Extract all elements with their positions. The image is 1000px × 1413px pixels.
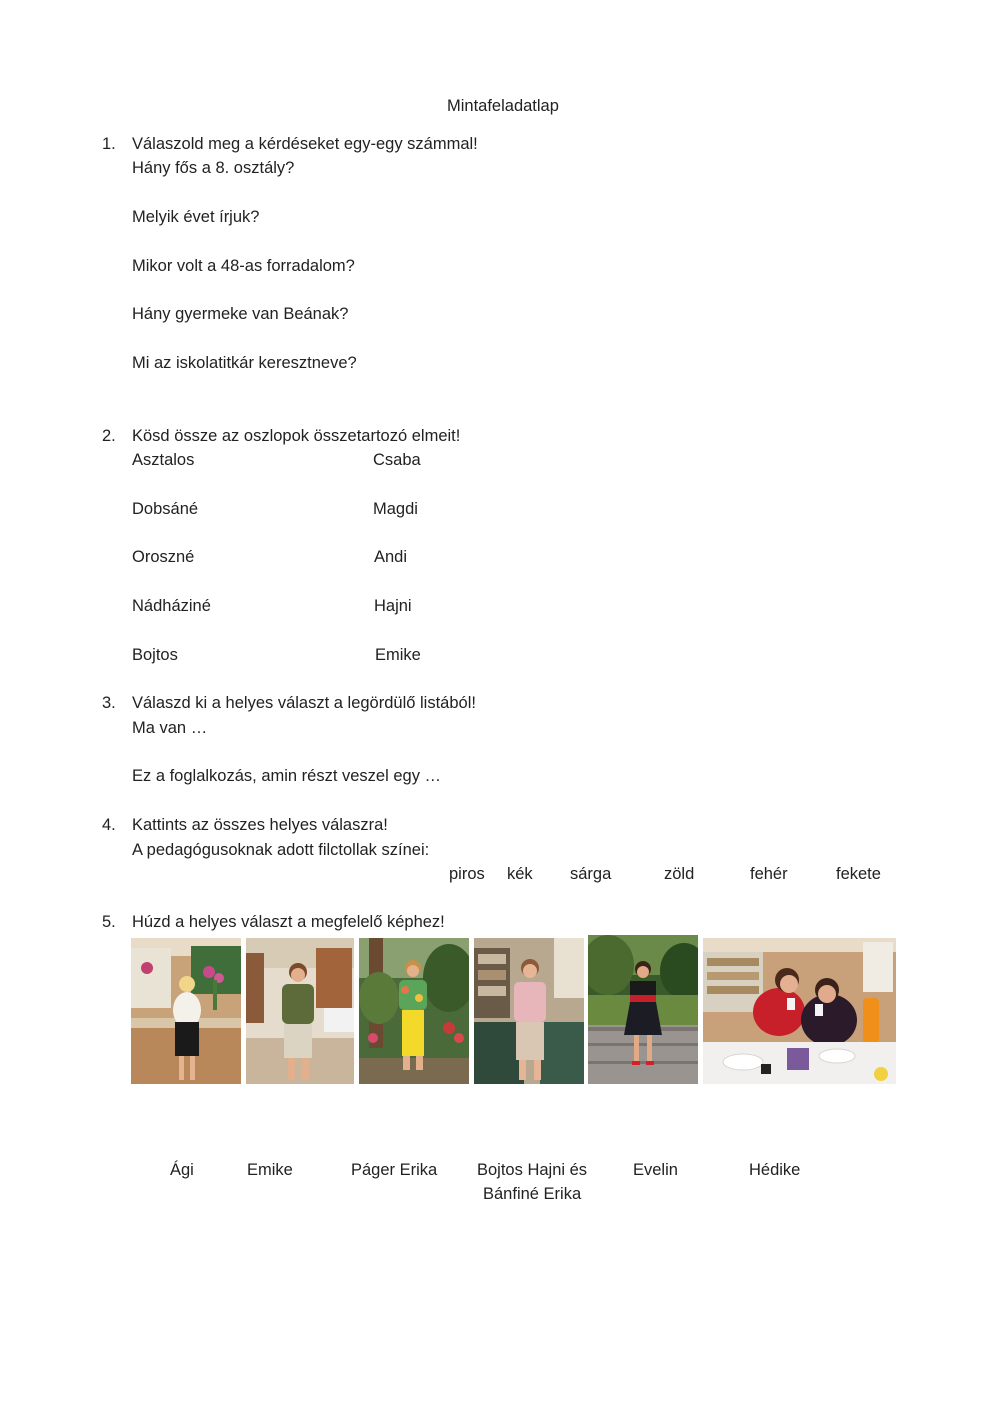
q2-left-item-3[interactable]: Oroszné — [132, 548, 195, 566]
q2-right-item-3[interactable]: Andi — [374, 548, 408, 566]
q4-option-feher[interactable]: fehér — [750, 865, 788, 883]
q5-name-banfine-erika[interactable]: Bánfiné Erika — [483, 1185, 582, 1203]
photo-5-image — [588, 935, 698, 1084]
q1-question-4: Hány gyermeke van Beának? — [132, 305, 349, 323]
photo-6-image — [703, 938, 896, 1084]
photo-4-image — [474, 938, 584, 1084]
photo-2-image — [246, 938, 354, 1084]
q1-question-1: Hány fős a 8. osztály? — [132, 159, 295, 177]
q4-option-zold[interactable]: zöld — [664, 865, 695, 883]
q5-name-bojtos-hajni[interactable]: Bojtos Hajni és — [477, 1161, 588, 1179]
photo-1[interactable] — [131, 938, 241, 1084]
q5-name-evelin[interactable]: Evelin — [633, 1161, 678, 1179]
q4-number: 4. — [102, 816, 116, 834]
photo-3[interactable] — [359, 938, 469, 1084]
q2-left-item-2[interactable]: Dobsáné — [132, 500, 199, 518]
q4-option-fekete[interactable]: fekete — [836, 865, 881, 883]
q3-number: 3. — [102, 694, 116, 712]
q4-option-piros[interactable]: piros — [449, 865, 485, 883]
q2-instruction: Kösd össze az oszlopok összetartozó elmeit! — [132, 427, 461, 445]
page-title: Mintafeladatlap — [447, 97, 559, 115]
q4-option-kek[interactable]: kék — [507, 865, 533, 883]
q1-number: 1. — [102, 135, 116, 153]
q5-name-emike[interactable]: Emike — [247, 1161, 293, 1179]
photo-6[interactable] — [703, 938, 896, 1084]
photo-2[interactable] — [246, 938, 354, 1084]
q2-left-item-5[interactable]: Bojtos — [132, 646, 178, 664]
q1-question-3: Mikor volt a 48-as forradalom? — [132, 257, 355, 275]
q3-item-2[interactable]: Ez a foglalkozás, amin részt veszel egy … — [132, 767, 442, 785]
q3-instruction: Válaszd ki a helyes választ a legördülő listából! — [132, 694, 476, 712]
q5-name-pager-erika[interactable]: Páger Erika — [351, 1161, 438, 1179]
q5-instruction: Húzd a helyes választ a megfelelő képhez! — [132, 913, 445, 931]
photo-5[interactable] — [588, 935, 698, 1084]
photo-3-image — [359, 938, 469, 1084]
q1-question-2: Melyik évet írjuk? — [132, 208, 260, 226]
photo-1-image — [131, 938, 241, 1084]
q4-prompt: A pedagógusoknak adott filctollak színei: — [132, 841, 430, 859]
photo-4[interactable] — [474, 938, 584, 1084]
q5-name-agi[interactable]: Ági — [170, 1161, 194, 1179]
q1-instruction: Válaszold meg a kérdéseket egy-egy számmal! — [132, 135, 478, 153]
q4-option-sarga[interactable]: sárga — [570, 865, 612, 883]
q2-right-item-5[interactable]: Emike — [375, 646, 421, 664]
q5-number: 5. — [102, 913, 116, 931]
q2-number: 2. — [102, 427, 116, 445]
q2-left-item-4[interactable]: Nádháziné — [132, 597, 211, 615]
q5-name-hedike[interactable]: Hédike — [749, 1161, 801, 1179]
q2-left-item-1[interactable]: Asztalos — [132, 451, 195, 469]
q3-item-1[interactable]: Ma van … — [132, 719, 208, 737]
q2-right-item-1[interactable]: Csaba — [373, 451, 421, 469]
q1-question-5: Mi az iskolatitkár keresztneve? — [132, 354, 357, 372]
q2-right-item-4[interactable]: Hajni — [374, 597, 412, 615]
q4-instruction: Kattints az összes helyes válaszra! — [132, 816, 388, 834]
q2-right-item-2[interactable]: Magdi — [373, 500, 418, 518]
